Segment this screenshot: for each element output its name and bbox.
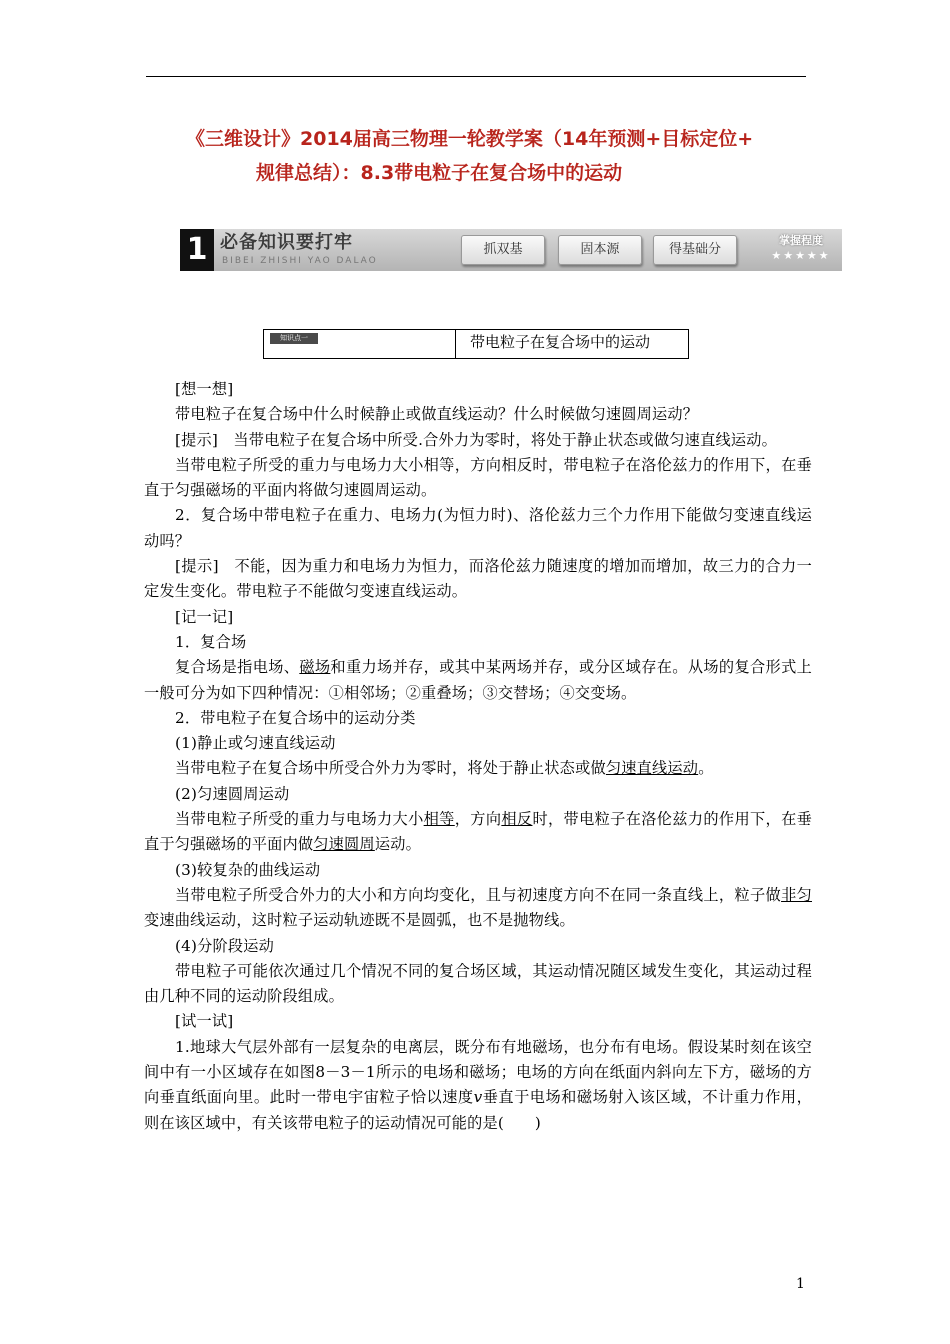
knowledge-point-divider [455, 330, 456, 358]
underlined-answer: 磁场 [299, 658, 331, 677]
subsection-3-text [144, 883, 812, 934]
underlined-answer: 相等 [423, 810, 455, 829]
hint-2 [144, 554, 812, 605]
title-line-1: 《三维设计》2014届高三物理一轮教学案（14年预测+目标定位+ [186, 128, 754, 150]
text-run: 当带电粒子所受的重力与电场力大小 [175, 810, 424, 829]
section-banner [180, 229, 842, 271]
hint-2-text: 不能，因为重力和电场力为恒力，而洛伦兹力随速度的增加而增加，故三力的合力一定发生变化。带电粒子不能做匀变速直线运动。 [144, 557, 812, 601]
mastery-level [766, 233, 836, 267]
remember-1-title: 1．复合场 [175, 632, 247, 651]
banner-title: 必备知识要打牢 [220, 232, 353, 253]
subsection-2-text [144, 807, 812, 858]
text-run: 垂直于电场和磁场射入该区域，不计重力作用，则在该区域中，有关该带电粒子的运动情况可能的是( ) [144, 1088, 812, 1132]
knowledge-point-title: 带电粒子在复合场中的运动 [470, 333, 651, 351]
underlined-answer: 相反 [501, 810, 533, 829]
hint-label: [提示] [175, 557, 219, 576]
text-run: 1.地球大气层外部有一层复杂的电离层，既分布有地磁场，也分布有电场。假设某时刻在该空间中有一小区域存在如图8－3－1所示的电场和磁场；电场的方向在纸面内斜向左下方，磁场的方向垂直纸面向里。此时一带电宇宙粒子恰以速度 [144, 1037, 812, 1107]
remember-2-title: 2．带电粒子在复合场中的运动分类 [175, 708, 416, 727]
subsection-1-title: (1)静止或匀速直线运动 [175, 734, 336, 753]
text-run: 当带电粒子所受合外力的大小和方向均变化，且与初速度方向不在同一条直线上，粒子做 [175, 885, 782, 904]
tag-de-ji-chu-fen: 得基础分 [653, 235, 737, 265]
tag-zhua-shuang-ji: 抓双基 [461, 235, 545, 265]
velocity-symbol: v [473, 1088, 483, 1107]
mastery-label: 掌握程度 [779, 234, 823, 247]
text-run: 时，带电粒子在洛伦兹力的作用下，在垂直于匀强磁场的平面内做 [144, 810, 813, 854]
text-run: 。 [698, 759, 714, 778]
subsection-2-title: (2)匀速圆周运动 [175, 784, 290, 803]
think-header: [想一想] [175, 380, 234, 398]
knowledge-point-box [263, 329, 689, 359]
banner-subtitle: BIBEI ZHISHI YAO DALAO [222, 256, 378, 266]
text-run: ，方向 [454, 810, 502, 829]
main-content [144, 377, 812, 1136]
remember-header: [记一记] [175, 607, 234, 626]
subsection-1-text [144, 756, 812, 781]
text-run: 复合场是指电场、 [175, 658, 300, 677]
hint-1-text: 当带电粒子在复合场中所受.合外力为零时，将处于静止状态或做匀速直线运动。 [218, 430, 778, 449]
hint-label: [提示] [175, 430, 219, 449]
text-run: 变速曲线运动，这时粒子运动轨迹既不是圆弧，也不是抛物线。 [144, 911, 575, 930]
section-number: 1 [180, 229, 214, 271]
remember-1-text [144, 655, 812, 706]
title-line-2: 规律总结）：8.3带电粒子在复合场中的运动 [256, 162, 623, 184]
exercise-1 [144, 1035, 812, 1136]
hint-1 [144, 428, 812, 453]
underlined-answer: 非匀 [781, 885, 812, 904]
page-number: 1 [796, 1276, 805, 1292]
subsection-4-text: 带电粒子可能依次通过几个情况不同的复合场区域，其运动情况随区域发生变化，其运动过程由几种不同的运动阶段组成。 [144, 961, 812, 1006]
tag-gu-ben-yuan: 固本源 [558, 235, 642, 265]
question-2: 2．复合场中带电粒子在重力、电场力(为恒力时)、洛伦兹力三个力作用下能做匀变速直线运动吗？ [144, 506, 812, 550]
try-header: [试一试] [175, 1012, 234, 1031]
text-run: 和重力场并存，或其中某两场并存，或分区域存在。从场的复合形式上一般可分为如下四种情况：①相邻场；②重叠场；③交替场；④交变场。 [144, 658, 813, 702]
question-1: 带电粒子在复合场中什么时候静止或做直线运动？什么时候做匀速圆周运动？ [175, 405, 699, 424]
hint-1-continued: 当带电粒子所受的重力与电场力大小相等，方向相反时，带电粒子在洛伦兹力的作用下，在垂直于匀强磁场的平面内将做匀速圆周运动。 [144, 455, 812, 500]
underlined-answer: 匀速直线运动 [605, 759, 699, 778]
text-run: 运动。 [374, 835, 421, 854]
document-title [146, 122, 826, 190]
star-rating-icon: ★★★★★ [771, 249, 831, 262]
text-run: 当带电粒子在复合场中所受合外力为零时，将处于静止状态或做 [175, 759, 606, 778]
subsection-4-title: (4)分阶段运动 [175, 936, 275, 955]
underlined-answer: 匀速圆周 [313, 835, 375, 854]
knowledge-point-tag: 知识点一 [270, 333, 318, 344]
top-rule [146, 76, 806, 77]
subsection-3-title: (3)较复杂的曲线运动 [175, 860, 321, 879]
